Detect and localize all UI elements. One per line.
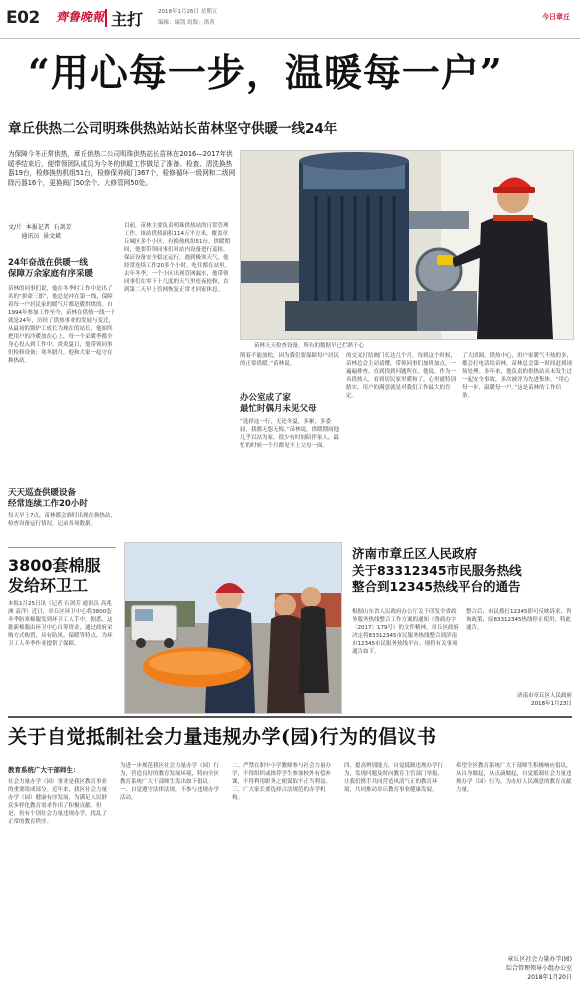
masthead xyxy=(0,0,580,39)
body-text: 了大团圆。供热中心，用户家暖气不热的多，都会打电话给苗林，苗林总会第一时间赶到现场处理。多年来，他负责的供热站从未发生过一起安全事故，多次被评为先进集体。“用心每一步，温暖每一户。”这是苗林的工作信条。 xyxy=(462,353,572,399)
body-text: 根据山东省人民政府办公厅关于印发全省政务服务热线整合工作方案的通知（鲁政办字〔2017〕179号）的文件精神，章丘区政府决定将83312345市民服务热线整合到济南市12345市民服务热线平台，现将有关事项通告如下。 xyxy=(352,609,459,655)
body-text: 削着不能放松，因为我们要保障每户居民的正常供暖。”苗林说。 xyxy=(240,353,340,367)
body-text: 本报1月25日讯（记者 石剑芳 通讯员 高兆洲 袁洋）近日，章丘区环卫中心将3800套冬季防寒棉服发到环卫工人手中。据悉，这批新棉服由环卫中心自筹资金，通过政府采购方式购置，具有防风、保暖等特点，为环卫工人冬季作业提供了保障。 xyxy=(8,601,113,647)
body-text: 社会力量办学（园）事业是我区教育事业的重要组成部分。近年来，我区社会力量办学（园）健康有序发展，为满足人民群众多样化教育需求作出了积极贡献。但是，仍有个别社会力量违规办学，扰乱了正常的教育秩序。 xyxy=(8,779,108,825)
body-text: 希望全区教育系统广大干部师生积极响应倡议，从自身做起，从点滴做起，自觉抵制社会力量违规办学（园）行为，为办好人民满意的教育贡献力量。 xyxy=(456,763,572,793)
section-heading: 24年奋战在供暖一线 保障万余家庭有序采暖 xyxy=(8,258,94,279)
photo-caption: 苗林天天检查设备，所有的数据早已烂熟于心 xyxy=(254,343,365,349)
article-byline: 文/片 本报记者 石剑芳 通讯员 景文斌 xyxy=(8,224,72,240)
news-photo-sanitation-workers xyxy=(124,542,342,714)
body-text: 整合后，市民拨打12345即可反映诉求、咨询政策，原83312345热线停止使用。特此通告。 xyxy=(466,609,572,631)
editor-credits: 编辑：康凯 组版：洛菁 xyxy=(158,20,215,26)
edition-label: 今日章丘 xyxy=(542,13,570,21)
notice-headline: 济南市章丘区人民政府 关于83312345市民服务热线 整合到12345热线平台的通告 xyxy=(352,546,522,594)
initiative-signature xyxy=(506,955,572,982)
divider xyxy=(8,716,572,718)
article-headline: 3800套棉服 发给环卫工 xyxy=(8,556,101,595)
body-text: 的交叉打结阀门长达几个月。每到这个时候，苗林总会主动请缨，带领同事们加班加点，一遍遍排查，直到找到问题所在。他说，作为一名供热人，看到居民家里暖和了，心里就特别踏实。用户的满意就是对我们工作最大的肯定。 xyxy=(346,353,456,399)
signature-date: 2018年1月20日 xyxy=(527,974,572,981)
page-number: E02 xyxy=(6,8,40,28)
notice-signature xyxy=(517,692,572,708)
section-divider xyxy=(105,9,107,27)
body-text: 每天早上7点，苗林都会准时出现在换热站，检查设备运行情况，记录各项数据。 xyxy=(8,513,116,527)
paper-logo: 齊鲁晚報 xyxy=(56,10,105,24)
news-photo-worker xyxy=(240,150,574,340)
signature-org: 济南市章丘区人民政府 xyxy=(516,693,572,699)
photo-illustration xyxy=(125,543,341,713)
body-text: 目前，苗林主要负责明珠供热站的日常管理工作。该站供热面积114万平方米，覆盖章丘城区多个小区，有换热机组51台。供暖期间，他要带领同事们对站内设备进行巡检，保证设备安全稳定运行。遇到极寒天气，他经常连续工作20多个小时，吃住都在站里。去年冬季，一个小区出现管网漏水，他带领同事们在零下十几度的天气里连夜抢修，直到第二天早上管网恢复正常才回家休息。 xyxy=(124,223,230,293)
section-heading: 办公室成了家 最忙时偶月未见父母 xyxy=(240,393,317,414)
signature-org: 章丘区社会力量办学(园) 综合管理领导小组办公室 xyxy=(505,956,572,972)
section-heading: 天天巡查供暖设备 经常连续工作20小时 xyxy=(8,488,88,509)
body-text: 苗林的同事们说，他在冬季时工作中是出了名的“拼命三郎”，他总是冲在第一线，保障着每一户居民家的暖气片都是暖烘烘的。自1994年参加工作至今，苗林在供热一线一干就是24年，历经了供热事业的发展与变迁，从最初的锅炉工成长为现在的站长，他始终把用户的冷暖放在心上，每一个采暖季都全身心投入到工作中。炎炎夏日，他带领同事们检修设备；寒冬腊月，他和大家一起守在换热站。 xyxy=(8,286,116,364)
photo-illustration xyxy=(241,151,573,339)
signature-date: 2018年1月23日 xyxy=(531,701,572,707)
body-text: “选择这一行，无论冬夏，多累，多委屈，我都无怨无悔。”苗林说，供暖期间他几乎以站为家，很少有时间陪伴家人，最忙的时候一个月都见不上父母一面。 xyxy=(240,419,340,449)
initiative-headline: 关于自觉抵制社会力量违规办学(园)行为的倡议书 xyxy=(8,726,437,748)
body-text: 二、严禁在职中小学教师参与社会力量办学，不得组织或推荐学生参加校外有偿补课，不得利用职务之便谋取不正当利益。三、广大家长要选择合法规范的办学机构。 xyxy=(232,763,332,801)
main-headline: “用心每一步，温暖每一户” xyxy=(28,50,503,95)
article-lead: 为保障今冬正常供热，章丘供热二公司明珠供热站长苗林在2016—2017年供暖季结束后，便带领团队成员为今冬的供暖工作做足了准备。检查、清洗换热器19台，检修换热机组51台，检修保养阀门367个，检修循环一级网和二级网除污器16个，更换阀门50余个、大修管网50处。 xyxy=(8,150,236,187)
initiative-greeting: 教育系统广大干部师生： xyxy=(8,766,80,774)
main-subhead: 章丘供热二公司明珠供热站站长苗林坚守供暖一线24年 xyxy=(8,121,338,137)
body-text: 为进一步规范我区社会力量办学（园）行为，营造良好的教育发展环境，特向全区教育系统广大干部师生发出如下倡议：一、自觉遵守法律法规，不参与违规办学活动。 xyxy=(120,763,220,801)
divider xyxy=(8,547,116,548)
issue-date: 2018年1月26日 星期五 xyxy=(158,9,218,15)
body-text: 四、提高辨别能力，自觉抵制违规办学行为，发现问题及时向教育主管部门举报。让我们携手共同营造风清气正的教育环境，共同推动章丘教育事业健康发展。 xyxy=(344,763,444,793)
section-title: 主打 xyxy=(111,10,144,29)
